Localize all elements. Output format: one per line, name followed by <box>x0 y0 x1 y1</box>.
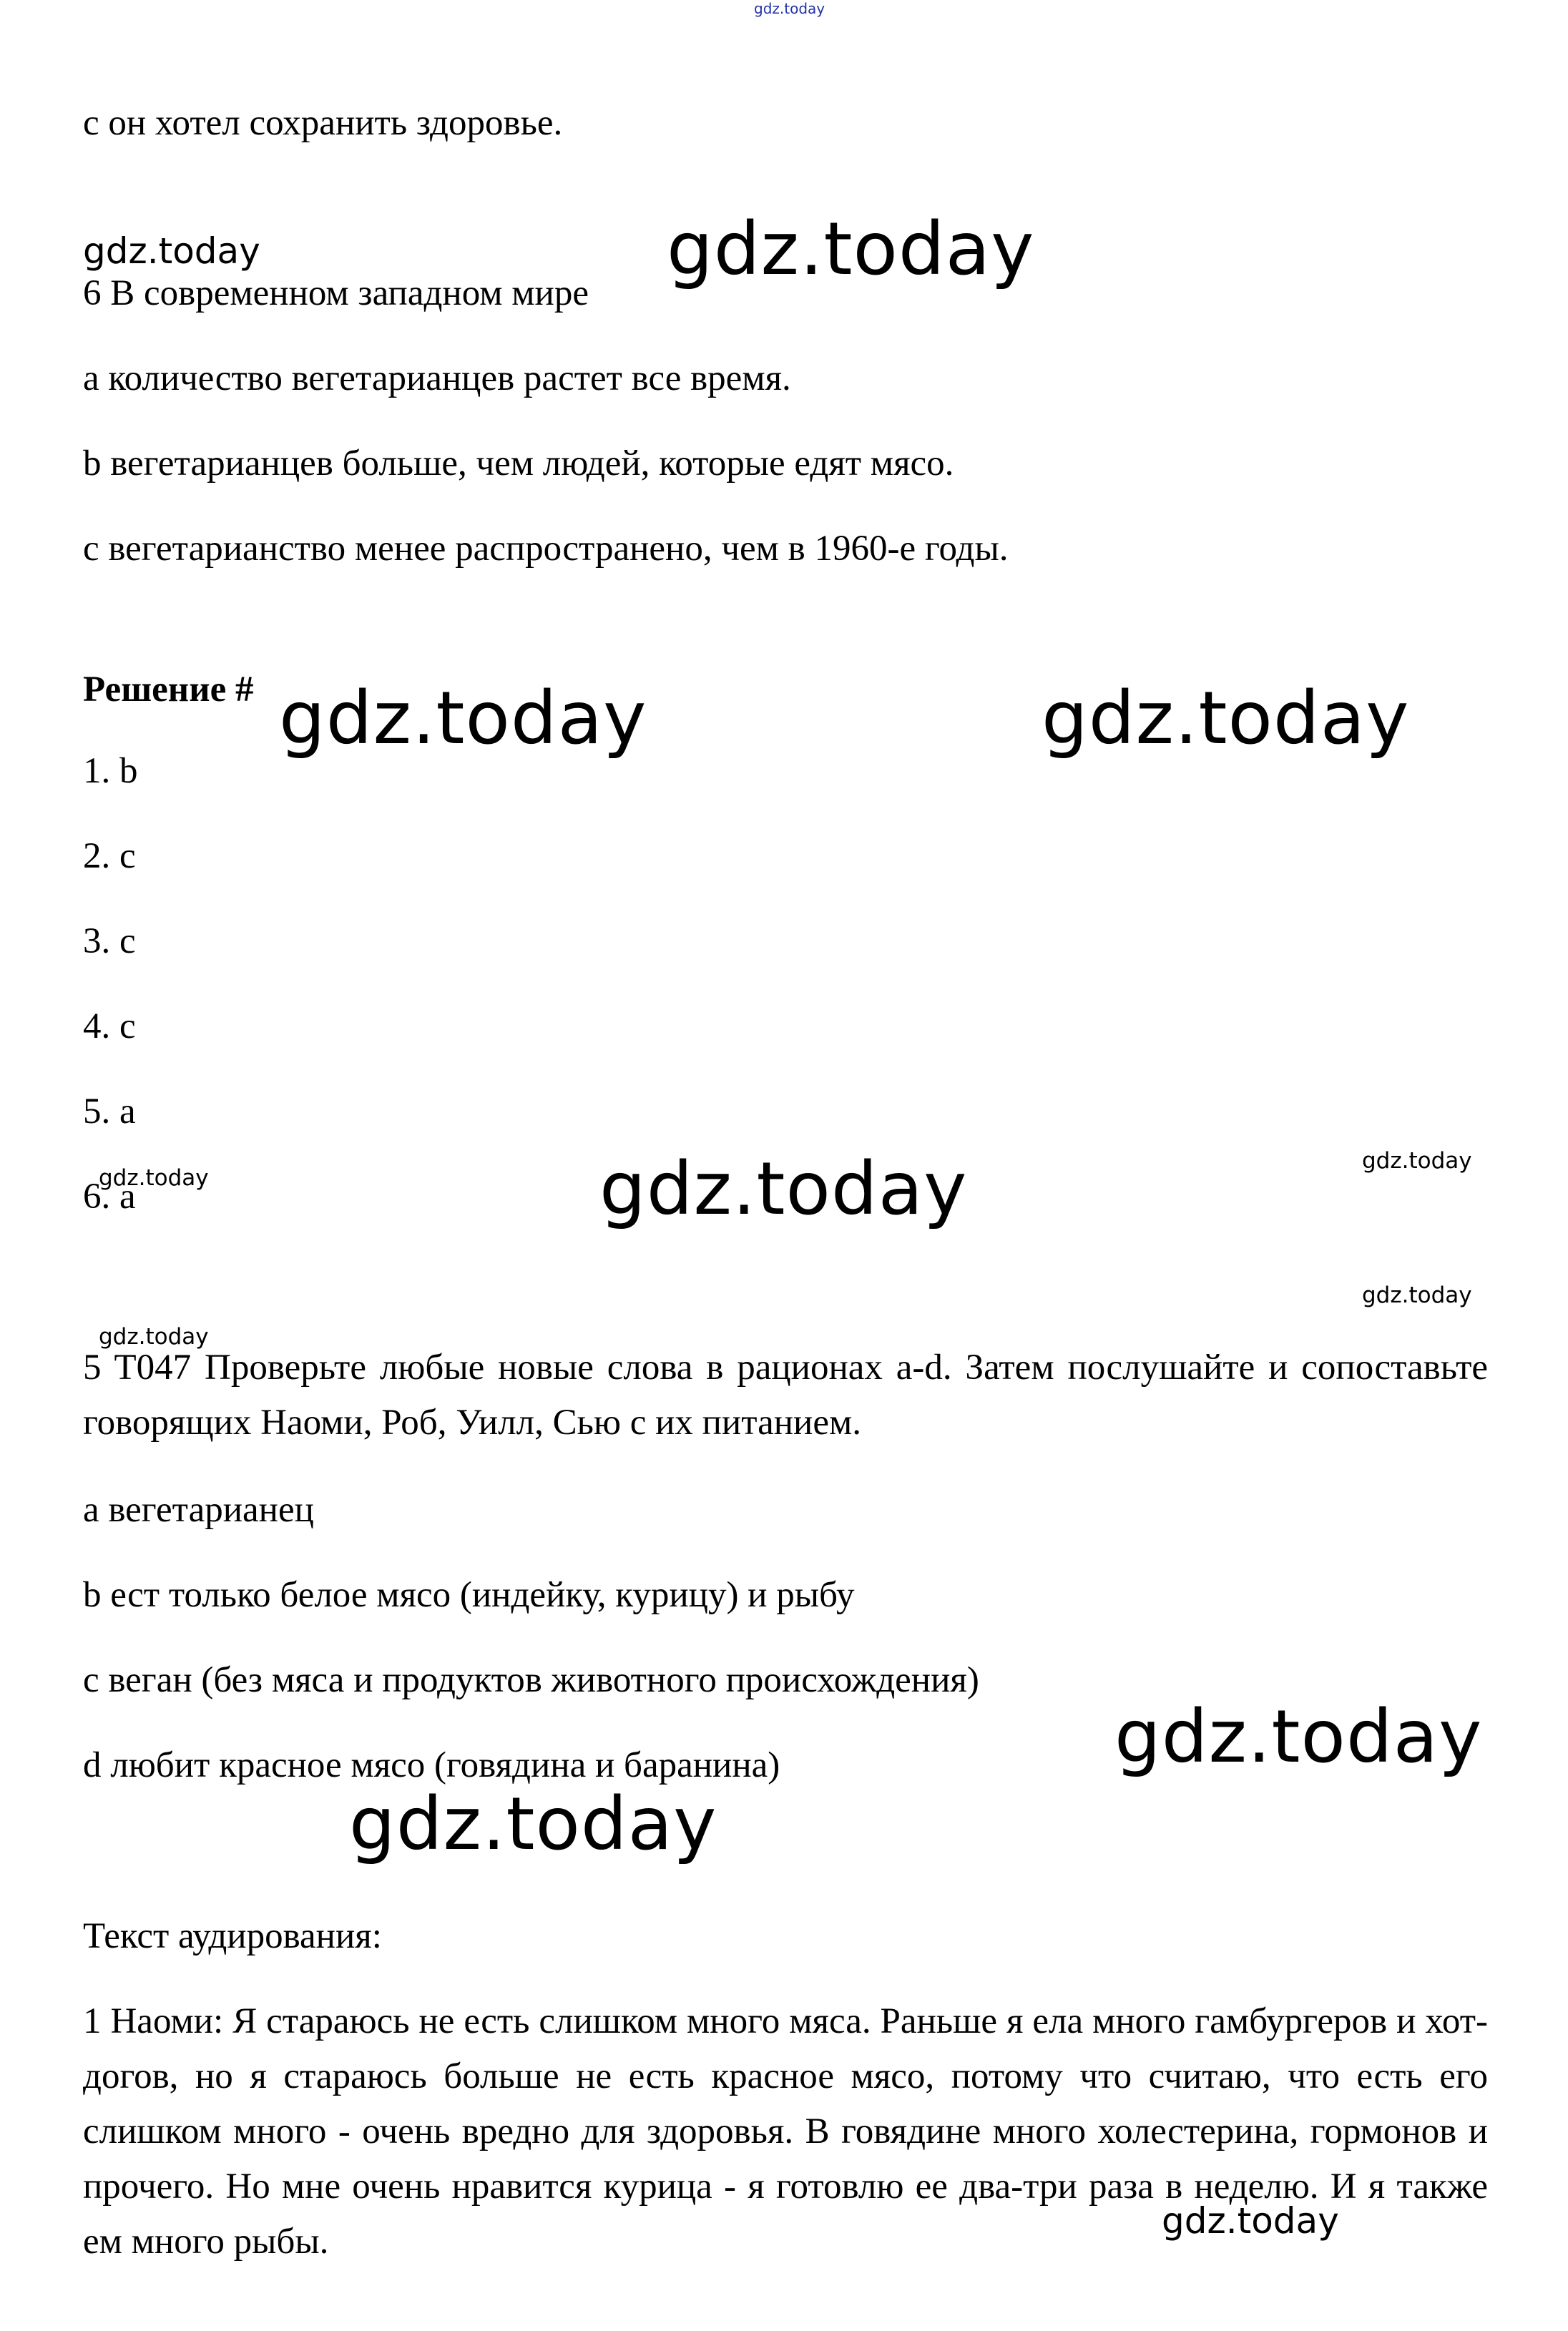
watermark: gdz.today <box>1042 676 1410 761</box>
listening-heading: Текст аудирования: <box>83 1916 382 1956</box>
question-6-option-b: b вегетарианцев больше, чем людей, которые едят мясо. <box>83 443 954 484</box>
watermark: gdz.today <box>599 1147 968 1232</box>
watermark: gdz.today <box>667 207 1035 292</box>
diet-c: с веган (без мяса и продуктов животного происхождения) <box>83 1660 979 1700</box>
listening-paragraph-1: 1 Наоми: Я стараюсь не есть слишком много мяса. Раньше я ела много гамбургеров и хот-догов, но я стараюсь больше не есть красное мясо, потому что считаю, что есть его слишком много - очень вредно для здоровья. В говядине много холестерина, гормонов и прочего. Но мне очень нравится курица - я готовлю ее два-три раза в неделю. И я также ем много рыбы. <box>83 2001 1488 2262</box>
question-6-option-a: а количество вегетарианцев растет все время. <box>83 358 791 398</box>
watermark: gdz.today <box>349 1782 717 1867</box>
answer-3: 3. c <box>83 921 136 961</box>
answer-5: 5. a <box>83 1091 136 1132</box>
diet-b: b ест только белое мясо (индейку, курицу) и рыбу <box>83 1575 855 1615</box>
watermark: gdz.today <box>99 1324 209 1350</box>
diet-d: d любит красное мясо (говядина и баранина) <box>83 1745 780 1785</box>
diet-a: а вегетарианец <box>83 1490 314 1530</box>
watermark: gdz.today <box>279 676 647 761</box>
option-c-previous: с он хотел сохранить здоровье. <box>83 103 563 143</box>
watermark: gdz.today <box>83 230 260 272</box>
question-6-option-c: с вегетарианство менее распространено, чем в 1960-е годы. <box>83 529 1009 569</box>
answer-6: 6. a <box>83 1177 136 1217</box>
watermark: gdz.today <box>1162 2200 1339 2242</box>
watermark: gdz.today <box>99 1165 209 1191</box>
answer-4: 4. c <box>83 1006 136 1046</box>
solution-heading: Решение # <box>83 669 254 710</box>
watermark: gdz.today <box>1362 1282 1472 1308</box>
task-5-prompt: 5 T047 Проверьте любые новые слова в рационах a-d. Затем послушайте и сопоставьте говорящих Наоми, Роб, Уилл, Сью с их питанием. <box>83 1348 1488 1443</box>
question-6-title: 6 В современном западном мире <box>83 273 589 313</box>
watermark-top: gdz.today <box>754 0 825 17</box>
watermark: gdz.today <box>1362 1148 1472 1174</box>
watermark: gdz.today <box>1114 1694 1483 1780</box>
answer-2: 2. c <box>83 836 136 876</box>
answer-1: 1. b <box>83 751 138 791</box>
